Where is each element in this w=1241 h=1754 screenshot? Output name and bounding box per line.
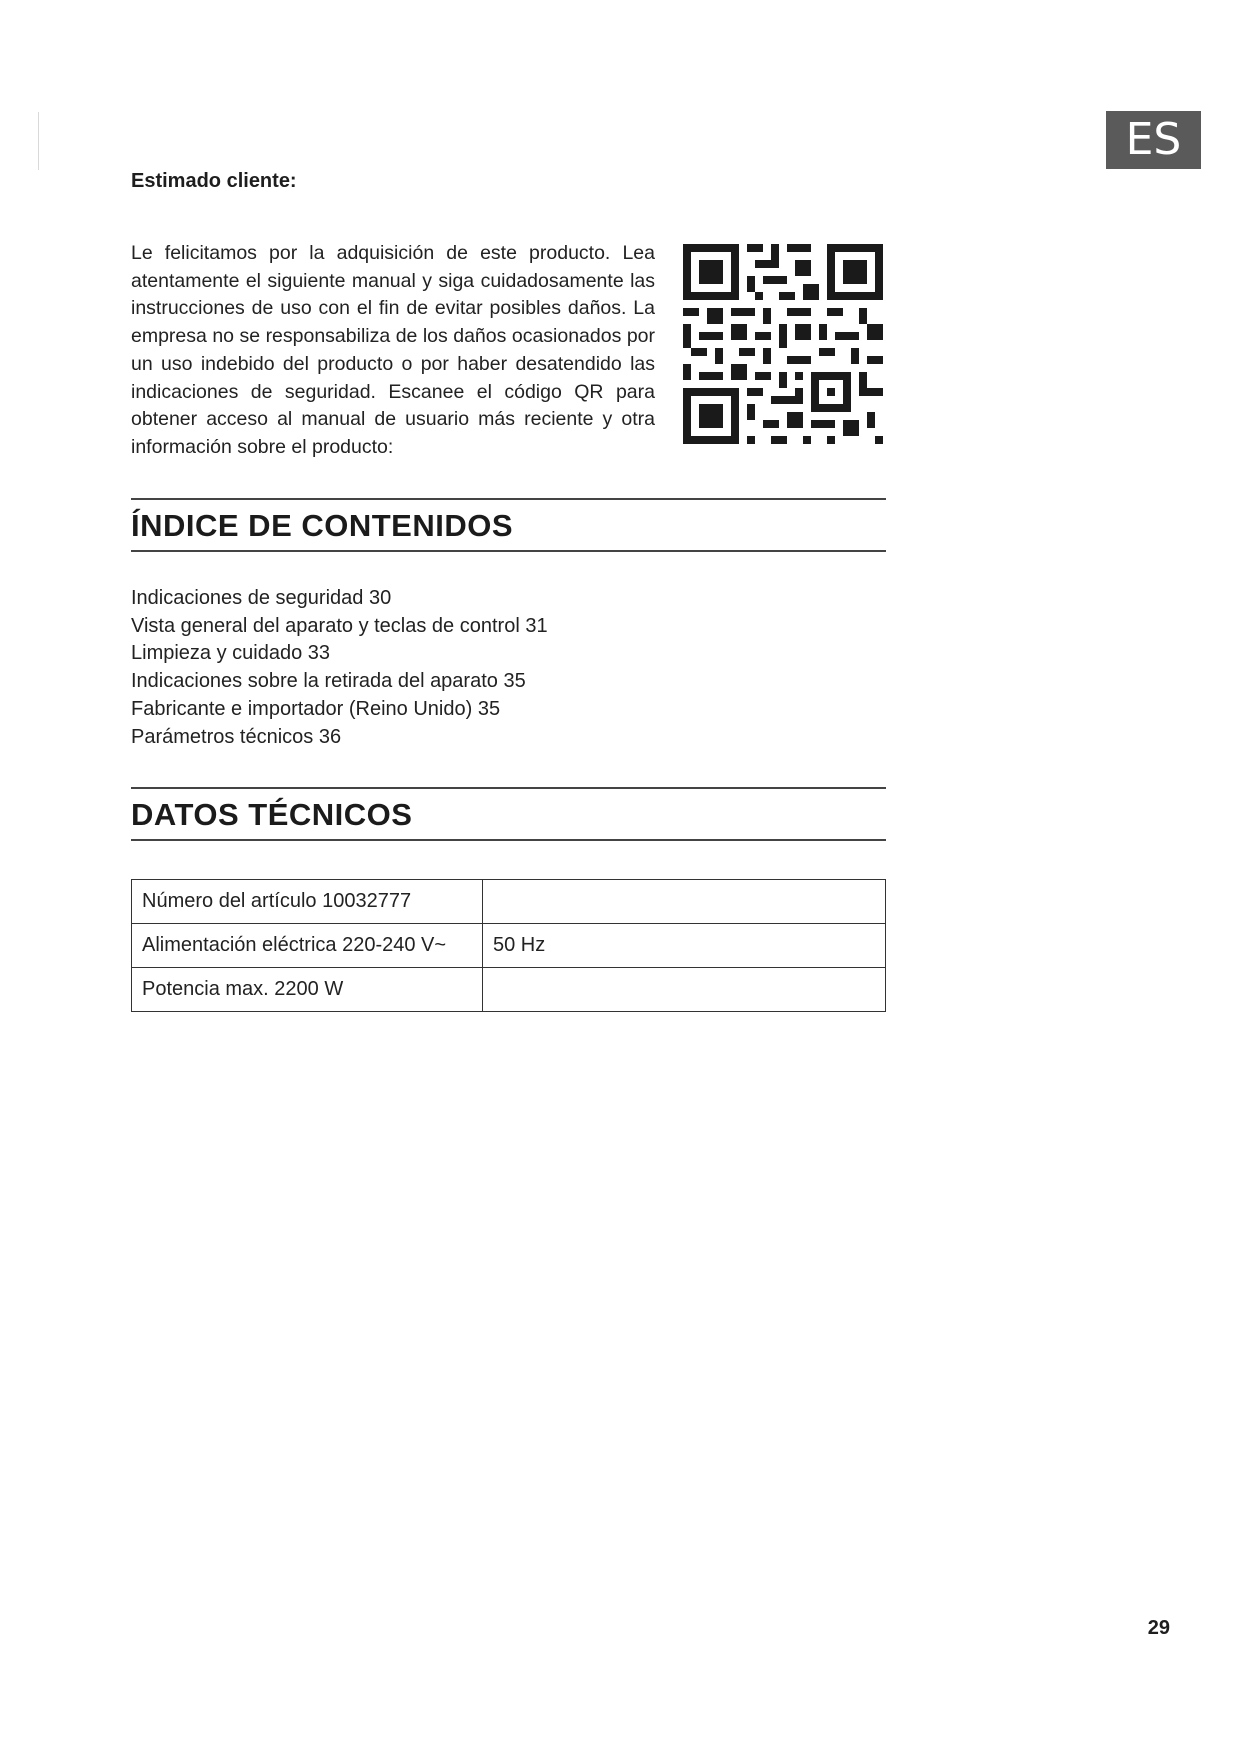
table-cell: 50 Hz	[483, 924, 886, 968]
table-row	[132, 924, 886, 968]
toc-heading	[131, 498, 886, 552]
toc-item[interactable]: Limpieza y cuidado 33	[131, 642, 331, 665]
tech-heading-text: DATOS TÉCNICOS	[131, 797, 413, 832]
toc-heading-text: ÍNDICE DE CONTENIDOS	[131, 508, 514, 543]
table-cell	[483, 880, 886, 924]
greeting: Estimado cliente:	[131, 170, 297, 192]
tech-table	[131, 879, 886, 1012]
table-row	[132, 880, 886, 924]
table-cell: Potencia max. 2200 W	[132, 968, 483, 1012]
table-cell	[483, 968, 886, 1012]
toc-item[interactable]: Parámetros técnicos 36	[131, 725, 342, 748]
page-number: 29	[1147, 1617, 1170, 1639]
table-cell: Número del artículo 10032777	[132, 880, 483, 924]
toc-item[interactable]: Indicaciones sobre la retirada del aparato 35	[131, 670, 526, 693]
margin-line	[38, 112, 39, 170]
table-row	[132, 968, 886, 1012]
toc-item[interactable]: Fabricante e importador (Reino Unido) 35	[131, 697, 501, 720]
tech-heading	[131, 787, 886, 841]
toc-list	[131, 585, 548, 751]
language-tab: ES	[1106, 111, 1201, 169]
intro-paragraph: Le felicitamos por la adquisición de este producto. Lea atentamente el siguiente manual y siga cuidadosamente las instrucciones de uso con el fin de evitar posibles daños. La empresa no se responsabiliza de los daños ocasionados por un uso indebido del producto o por haber desatendido las indicaciones de seguridad. Escanee el código QR para obtener acceso al manual de usuario más reciente y otra información sobre el producto:	[131, 242, 655, 458]
qr-code-icon[interactable]	[683, 244, 883, 444]
table-cell: Alimentación eléctrica 220-240 V~	[132, 924, 483, 968]
toc-item[interactable]: Indicaciones de seguridad 30	[131, 587, 392, 609]
toc-item[interactable]: Vista general del aparato y teclas de control 31	[131, 614, 548, 637]
